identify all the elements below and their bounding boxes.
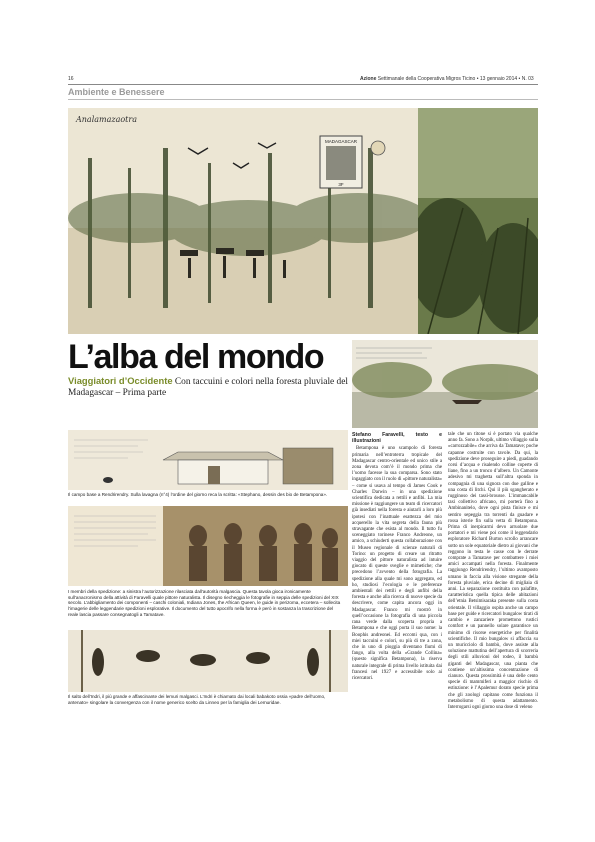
column-2-text: tale che un titone si è portato via qualche anno fa. Sono a Norpik, ultimo villaggio sulla «carrozzabile» che arriva da Tamatave; poche capanne costruite con tavole. Da qui, la spedizione deve proseguire a piedi, guadando corsi d’acqua e risalendo colline coperte di liane, fino a un tronco d’albero. Un Camonte adesivo mi traghetta sull’altra sponda in compagnia di una signora con due galline e una costa di litchi. Qui il più sgangherato e rugginoso dei tassì-brousse. L’immancabile taxi collettivo africano, mi porterà fino a Ambinanitelo, dove ogni pista finisce e mi sentiro sepeggia tra torrenti da guadare e rossa isterie fin sulla vetta di Betampona. Prima di inerpicarmi devo arruolare due portatori e mi viene poi come il leggendario esploratore Richard Burton scrollo arrancare sotto un sole equatoriale dietro ai giovani che reggono in testa le casse con le derrate comprate a Tamatave per combattere i miei amici accampati nella foresta. Finalmente raggiungo Rendrirendry, l’ultimo avamposto umano in faccia alla visione stregante della foresta pluviale, erica decine di migliaia di anni. La separazione costituita con palafitte, caratteristica quella tipica delle abitazioni dell’etnia Betsimisaraka presente sulla costa orientale. Il villaggio ospita anche un campo base per guide e ricercatori bungalow tirati di cambio e zanzariere promettono rustici comfort e un pannello solare garantisce un minimo di risorse energetiche per finalità scientifiche. Il mio bungalow si affaccia su un muricciolo di bambù, dove assiste alla soluzione mattutina dell’apertura di scorreria degli stili alluvioni del rodeo, il bambù giganti del Madagascar, una pianta che contiene un’altissima concentrazione di cianuro. Questa prossimità è una delle cento specie di mammiferi a maggior rischio di estinzione: è l’Apalemur dorato specie prima che gli zoologi capitano come funziona il metabolismo di questa adattamento. Interrogarsi ogni giorno una dose di veleno xyxy=(448,432,538,710)
column-1-text: Betampona è uno scampolo di foresta primaria nell’entroterra tropicale del Madagascar centro-orientale ed unico stile a zona devota com’è il mondo prima che l’uomo facesse la sua comparsa. Sono stato ingaggiato con il ruolo di «pittore naturalista» – come si usava al tempo di James Cook e Charles Darwin – in una spedizione scientifica dedicata a rettili e anfibi. La mia missione è raggiungere un team di ricercatori già insediati nella foresta e aiutarli a loro più ipotesi con l’inattuale esattezza del mio acquerello la vita segreta della fauna più stravagante che esista al mondo. Il tutto fu sceneggiato torinese Franco Andreone, un amico, a schiuderti questa collaborazione con il Museo regionale di scienze naturali di Torino: un progetto di creare un ritratto viaggio del pittore naturalista ad intuire giocato di queste sveglie e mimetiche; che precedono l’avvento della fotografia. La spedizione alla quale mi sono aggregato, ed ho, studiosi l’ecologia e le preferenze ambientali dei rettili e degli anfibi della foresta e anche alla ricerca di nuove specie da descrivere, come capita ancora oggi in Madagascar. Franco mi mostrò in quell’occasione la fotografia di una piccola rana verde dalla scoperta propria a Betampona e che oggi porta il suo nome: la Boophis andreonei. Ed eccomi qua, con i miei taccuini e colori, su più di tre a zona, che in uno di pioggia diventano fiumi di fango, alla volta della «Grande Collina» (questo significa Betampona), la riserva naturale integrale di prima livello istituita dai francesi nel 1927 e accessibile solo ai ricercatori. xyxy=(352,446,442,681)
publication-name: Azione xyxy=(360,76,377,82)
camp-base-sketch xyxy=(68,430,348,490)
article-subtitle: Con taccuini e colori nella foresta pluviale del Madagascar – Prima parte xyxy=(68,377,349,398)
jungle-sketch-image xyxy=(68,108,418,334)
stamp-value: 3F xyxy=(338,182,344,187)
article-subtitle-block xyxy=(68,375,348,399)
expedition-members-illustration xyxy=(68,506,348,586)
series-label: Viaggiatori d’Occidente xyxy=(68,375,173,386)
rainforest-photo xyxy=(418,108,538,334)
issue-number: N. 03 xyxy=(521,76,534,82)
top-sketch-illustration xyxy=(68,108,418,334)
stamp-label: MADAGASCAR xyxy=(324,139,358,144)
river-sketch-illustration xyxy=(352,340,538,428)
section-rule xyxy=(68,99,538,100)
page-number: 16 xyxy=(68,76,74,82)
lemur-jump-caption: Il salto dell’Indri, il più grande e affascinante dei lemuri malgasci. L’Indri è chiamato dai locali babakoto ossia «padre dell’uomo, antenato» singolare la convergenza con il nome generico scelto da Linneo per la famiglia dei Lemuridae. xyxy=(68,694,326,705)
publication-sub: Settimanale della Cooperativa Migros Ticino xyxy=(377,76,476,82)
section-label: Ambiente e Benessere xyxy=(68,87,165,97)
article-title: L’alba del mondo xyxy=(68,338,324,376)
article-column-2 xyxy=(448,432,538,711)
camp-base-caption: Il campo base a Rendrirendry. Sulla lavagna (n°4) l’ordine del giorno reca la scritta: «Stephano, dessin des bio de Betampona». xyxy=(68,492,328,497)
lemur-jump-illustration xyxy=(68,630,348,692)
sketch-handwriting: Analamazaotra xyxy=(76,115,137,124)
publication-info: Azione Settimanale della Cooperativa Migros Ticino • 13 gennaio 2014 • N. 03 xyxy=(360,76,534,82)
expedition-members-caption: I membri della spedizione: a sinistra l’autorizzazione rilasciata dall’autorità malgascia. Questa tavola gioca ironicamente sull’anacronismo della attività di Faravelli quale pittore naturalista. Il disegno riecheggia le fotografie in seppia delle spedizioni del XIX secolo. L’abbigliamento dei componenti – caschi coloniali, Indiana Jones, the African Queen, le guide in perizoma, eccetera – sollecita l’imagerie delle leggendarie spedizioni esplorative. Il documento del tutto apocrifo nella forma è però in sostanza la trascrizione del reale lascia passare consegnatogli a Tamatave. xyxy=(68,589,341,617)
header-rule xyxy=(68,84,538,85)
article-column-1 xyxy=(352,432,442,682)
issue-date: 13 gennaio 2014 xyxy=(479,76,518,82)
byline: Stefano Faravelli, testo e illustrazioni xyxy=(352,432,442,445)
